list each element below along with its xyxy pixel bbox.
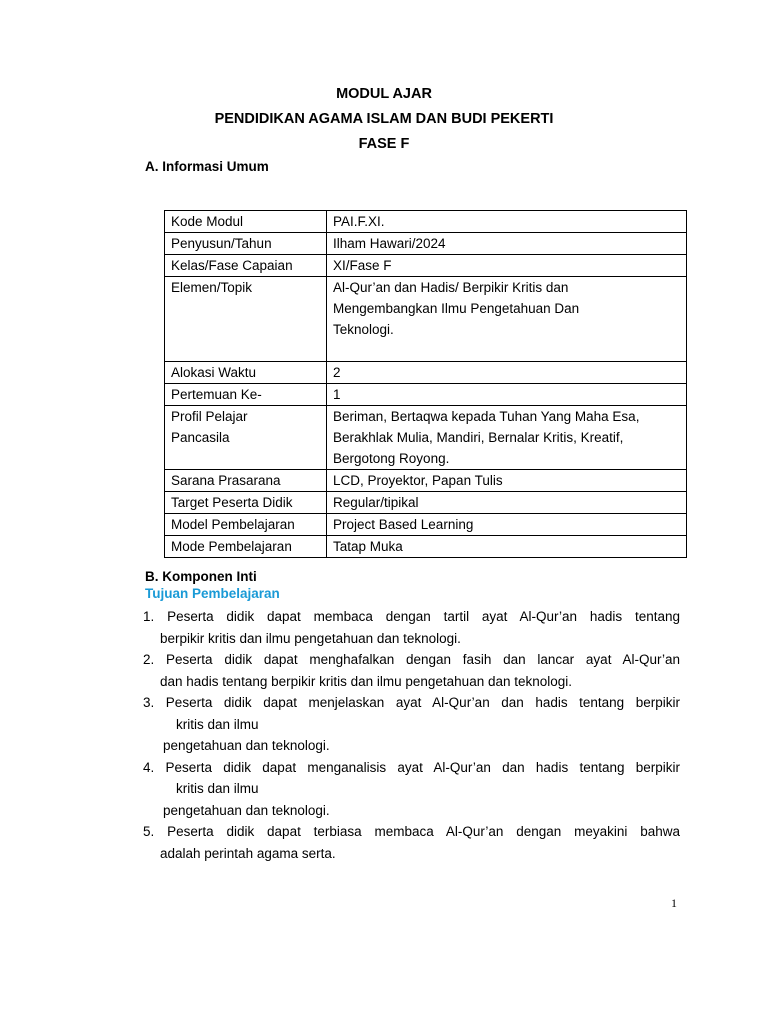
section-a-heading: A. Informasi Umum: [145, 159, 269, 174]
learning-objectives-list: [143, 606, 680, 864]
info-table: [164, 210, 687, 558]
table-cell-value: Al-Qur’an dan Hadis/ Berpikir Kritis dan Mengembangkan Ilmu Pengetahuan Dan Teknologi.: [327, 277, 687, 362]
page-number: 1: [671, 896, 677, 910]
table-cell-key: Profil Pelajar Pancasila: [165, 406, 327, 470]
list-item: 5. Peserta didik dapat terbiasa membaca Al-Qur’an dengan meyakini bahwa adalah perintah agama serta.: [143, 824, 680, 861]
table-row: [165, 362, 687, 384]
table-row: [165, 406, 687, 470]
list-item: 4. Peserta didik dapat menganalisis ayat Al-Qur’an dan hadis tentang berpikir kritis dan ilmu pengetahuan dan teknologi.: [143, 759, 680, 818]
document-title: MODUL AJAR: [336, 86, 432, 102]
table-row: [165, 514, 687, 536]
list-item: 3. Peserta didik dapat menjelaskan ayat Al-Qur’an dan hadis tentang berpikir kritis dan ilmu pengetahuan dan teknologi.: [143, 695, 680, 753]
table-cell-key: Kode Modul: [165, 211, 327, 233]
learning-objectives-heading: Tujuan Pembelajaran: [145, 586, 280, 601]
document-phase: FASE F: [358, 136, 410, 152]
table-cell-key: Pertemuan Ke-: [165, 384, 327, 406]
table-cell-key: Target Peserta Didik: [165, 492, 327, 514]
table-row: [165, 384, 687, 406]
table-cell-key: Sarana Prasarana: [165, 470, 327, 492]
table-cell-key: Mode Pembelajaran: [165, 536, 327, 558]
table-row: [165, 536, 687, 558]
table-row: [165, 233, 687, 255]
list-item: 2. Peserta didik dapat menghafalkan dengan fasih dan lancar ayat Al-Qur’an dan hadis tentang berpikir kritis dan ilmu pengetahuan dan teknologi.: [143, 652, 680, 689]
table-cell-value: Ilham Hawari/2024: [327, 233, 687, 255]
table-cell-value: Tatap Muka: [327, 536, 687, 558]
table-cell-key: Alokasi Waktu: [165, 362, 327, 384]
table-row: [165, 492, 687, 514]
table-cell-key: Model Pembelajaran: [165, 514, 327, 536]
table-cell-key: Kelas/Fase Capaian: [165, 255, 327, 277]
table-cell-value: Regular/tipikal: [327, 492, 687, 514]
table-row: [165, 470, 687, 492]
table-row: [165, 277, 687, 362]
table-row: [165, 255, 687, 277]
table-cell-value: 2: [327, 362, 687, 384]
list-item: 1. Peserta didik dapat membaca dengan tartil ayat Al-Qur’an hadis tentang berpikir kritis dan ilmu pengetahuan dan teknologi.: [143, 609, 680, 646]
table-cell-value: PAI.F.XI.: [327, 211, 687, 233]
table-cell-key: Elemen/Topik: [165, 277, 327, 362]
table-row: [165, 211, 687, 233]
document-subject: PENDIDIKAN AGAMA ISLAM DAN BUDI PEKERTI: [214, 111, 554, 127]
table-cell-value: Project Based Learning: [327, 514, 687, 536]
table-cell-value: XI/Fase F: [327, 255, 687, 277]
table-cell-value: 1: [327, 384, 687, 406]
table-cell-value: LCD, Proyektor, Papan Tulis: [327, 470, 687, 492]
table-cell-value: Beriman, Bertaqwa kepada Tuhan Yang Maha Esa, Berakhlak Mulia, Mandiri, Bernalar Kritis, Kreatif, Bergotong Royong.: [327, 406, 687, 470]
table-cell-key: Penyusun/Tahun: [165, 233, 327, 255]
section-b-heading: B. Komponen Inti: [145, 569, 257, 584]
